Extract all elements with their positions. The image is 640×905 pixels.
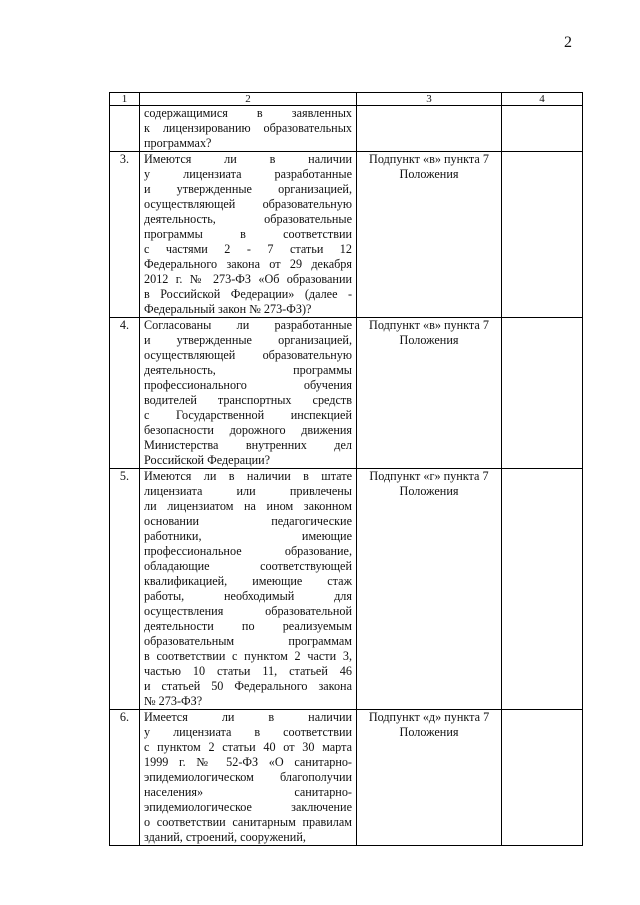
question-line: профессионального обучения	[144, 378, 352, 392]
question-line: работы, необходимый для	[144, 589, 352, 603]
legal-basis-line: Подпункт «г» пункта 7	[369, 469, 489, 483]
legal-basis	[357, 318, 502, 469]
question-line: и утвержденные организацией,	[144, 333, 352, 347]
requirement-question	[140, 469, 357, 710]
checklist-row	[110, 152, 583, 318]
question-line: Имеется ли в наличии	[144, 710, 352, 724]
question-line: 1999 г. № 52-ФЗ «О санитарно-	[144, 755, 352, 769]
requirement-question	[140, 152, 357, 318]
checklist-row	[110, 106, 583, 152]
question-line: деятельности по реализуемым	[144, 619, 352, 633]
legal-basis-line: Положения	[399, 333, 459, 347]
question-line: осуществляющей образовательную	[144, 197, 352, 211]
question-line: эпидемиологическом благополучии	[144, 770, 352, 784]
question-line: безопасности дорожного движения	[144, 423, 352, 437]
question-line: водителей транспортных средств	[144, 393, 352, 407]
legal-basis-line: Положения	[399, 167, 459, 181]
question-line: № 273-ФЗ?	[144, 694, 203, 708]
question-line: в соответствии с пунктом 2 части 3,	[144, 649, 352, 663]
question-line: 2012 г. № 273-ФЗ «Об образовании	[144, 272, 352, 286]
legal-basis-line: Положения	[399, 725, 459, 739]
checklist-row	[110, 318, 583, 469]
legal-basis-line: Подпункт «в» пункта 7	[369, 318, 489, 332]
question-line: с Государственной инспекцией	[144, 408, 352, 422]
question-line: с пунктом 2 статьи 40 от 30 марта	[144, 740, 352, 754]
question-line: деятельность, образовательные	[144, 212, 352, 226]
question-line: работники, имеющие	[144, 529, 352, 543]
column-numbers-row	[110, 93, 583, 106]
checklist-row	[110, 469, 583, 710]
question-line: Имеются ли в наличии в штате	[144, 469, 352, 483]
question-line: содержащимися в заявленных	[144, 106, 352, 120]
question-line: основании педагогические	[144, 514, 352, 528]
answer-cell	[502, 106, 583, 152]
question-line: о соответствии санитарным правилам	[144, 815, 352, 829]
answer-cell	[502, 318, 583, 469]
legal-basis	[357, 710, 502, 846]
question-line: населения» санитарно-	[144, 785, 352, 799]
question-line: лицензиата или привлечены	[144, 484, 352, 498]
legal-basis-line: Подпункт «д» пункта 7	[368, 710, 490, 724]
question-line: с частями 2 - 7 статьи 12	[144, 242, 352, 256]
legal-basis-line: Положения	[399, 484, 459, 498]
question-line: профессиональное образование,	[144, 544, 352, 558]
answer-cell	[502, 469, 583, 710]
answer-cell	[502, 152, 583, 318]
question-line: у лицензиата разработанные	[144, 167, 352, 181]
question-line: ли лицензиатом на ином законном	[144, 499, 352, 513]
question-line: программах?	[144, 136, 212, 150]
row-number	[110, 106, 140, 152]
requirement-question	[140, 318, 357, 469]
checklist-body	[110, 93, 583, 846]
question-line: эпидемиологическое заключение	[144, 800, 352, 814]
question-line: к лицензированию образовательных	[144, 121, 352, 135]
row-number: 6.	[110, 710, 140, 846]
answer-cell	[502, 710, 583, 846]
column-number: 4	[502, 93, 583, 106]
question-line: и статьей 50 Федерального закона	[144, 679, 352, 693]
question-line: у лицензиата в соответствии	[144, 725, 352, 739]
column-number: 2	[140, 93, 357, 106]
question-line: Федерального закона от 29 декабря	[144, 257, 352, 271]
question-line: Согласованы ли разработанные	[144, 318, 352, 332]
question-line: частью 10 статьи 11, статьей 46	[144, 664, 352, 678]
row-number: 3.	[110, 152, 140, 318]
checklist-row	[110, 710, 583, 846]
question-line: в Российской Федерации» (далее -	[144, 287, 352, 301]
question-line: Российской Федерации?	[144, 453, 271, 467]
question-line: и утвержденные организацией,	[144, 182, 352, 196]
checklist-table	[109, 92, 583, 846]
legal-basis	[357, 469, 502, 710]
question-line: осуществляющей образовательную	[144, 348, 352, 362]
question-line: зданий, строений, сооружений,	[144, 830, 306, 844]
legal-basis	[357, 152, 502, 318]
row-number: 5.	[110, 469, 140, 710]
column-number: 3	[357, 93, 502, 106]
page-number: 2	[564, 34, 572, 51]
question-line: Федеральный закон № 273-ФЗ)?	[144, 302, 312, 316]
question-line: Имеются ли в наличии	[144, 152, 352, 166]
requirement-question	[140, 106, 357, 152]
question-line: программы в соответствии	[144, 227, 352, 241]
requirement-question	[140, 710, 357, 846]
row-number: 4.	[110, 318, 140, 469]
legal-basis	[357, 106, 502, 152]
question-line: Министерства внутренних дел	[144, 438, 352, 452]
question-line: образовательным программам	[144, 634, 352, 648]
legal-basis-line: Подпункт «в» пункта 7	[369, 152, 489, 166]
question-line: деятельность, программы	[144, 363, 352, 377]
question-line: обладающие соответствующей	[144, 559, 352, 573]
question-line: осуществления образовательной	[144, 604, 352, 618]
question-line: квалификацией, имеющие стаж	[144, 574, 352, 588]
column-number: 1	[110, 93, 140, 106]
